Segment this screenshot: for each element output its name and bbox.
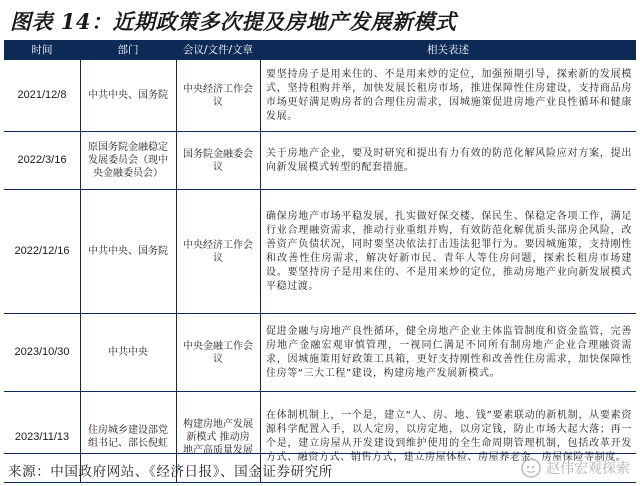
cell-quote: 在体制机制上，一个是，建立“人、房、地、钱”要素联动的新机制，从要素资源科学配置入手，以人定房，以房定地，以房定钱，防止市场大起大落；再一个是，建立房屋从开发建设到维护使用的全生命周期管理机制，包括改革开发方式、融资方式、销售方式，建立房屋体检、房屋养老金、房屋保险等制度。 — [266, 410, 632, 463]
cell-dept: 中共中央 — [108, 347, 148, 358]
title-bar — [4, 4, 636, 36]
watermark — [521, 458, 630, 478]
cell-time: 2021/12/8 — [17, 89, 67, 101]
cell-time: 2022/3/16 — [17, 154, 67, 166]
cell-meeting: 国务院金融委会议 — [183, 148, 253, 173]
cell-quote: 关于房地产企业，要及时研究和提出有力有效的防范化解风险应对方案，提出向新发展模式转型的配套措施。 — [266, 147, 632, 173]
cell-quote: 确保房地产市场平稳发展，扎实做好保交楼、保民生、保稳定各项工作，满足行业合理融资需求，推动行业重组并购，有效防范化解优质头部房企风险，改善资产负债状况，同时要坚决依法打击违法犯罪行为。要因城施策，支持刚性和改善性住房需求，解决好新市民、青年人等住房问题，探索长租房市场建设。要坚持房子是用来住的、不是用来炒的定位，推动房地产业向新发展模式平稳过渡。 — [266, 210, 632, 292]
divider — [80, 60, 81, 131]
wechat-icon — [521, 458, 541, 478]
divider — [176, 314, 177, 391]
cell-dept: 中共中央、国务院 — [88, 90, 168, 101]
cell-quote: 要坚持房子是用来住的、不是用来炒的定位，加强预期引导，探索新的发展模式，坚持租购并举，加快发展长租房市场，推进保障性住房建设，支持商品房市场更好满足购房者的合理住房需求，因城施策促进房地产业良性循环和健康发展。 — [266, 68, 632, 122]
table-row — [4, 190, 636, 314]
cell-time: 2023/11/13 — [14, 430, 70, 443]
table-row — [4, 60, 636, 132]
divider — [176, 190, 177, 313]
divider — [176, 60, 177, 131]
header-quote: 相关表述 — [427, 44, 469, 56]
cell-time: 2023/10/30 — [14, 346, 70, 358]
table-row — [4, 132, 636, 190]
cell-quote: 促进金融与房地产良性循环，健全房地产企业主体监管制度和资金监管，完善房地产金融宏观审慎管理，一视同仁满足不同所有制房地产企业合理融资需求，因城施策用好政策工具箱，更好支持刚性和改善性住房需求，加快保障性住房等“三大工程”建设，构建房地产发展新模式。 — [266, 325, 632, 379]
divider — [80, 314, 81, 391]
cell-dept: 住房城乡建设部党组书记、部长倪虹 — [88, 425, 168, 449]
cell-dept: 中共中央、国务院 — [88, 246, 168, 257]
watermark-text: 赵伟宏观探索 — [546, 461, 630, 477]
cell-meeting: 中央金融工作会议 — [183, 340, 253, 365]
cell-meeting: 中央经济工作会议 — [183, 239, 253, 264]
cell-meeting: 中央经济工作会议 — [183, 83, 253, 108]
footer — [4, 453, 636, 483]
divider — [80, 132, 81, 189]
header-meeting: 会议/文件/文章 — [182, 44, 254, 56]
cell-meeting: 构建房地产发展新模式 推动房地产高质量发展 — [183, 418, 253, 456]
table-header — [4, 40, 636, 60]
header-dept: 部门 — [117, 44, 139, 56]
table-row — [4, 314, 636, 392]
divider — [176, 132, 177, 189]
cell-dept: 原国务院金融稳定发展委员会（现中央金融委员会） — [88, 142, 168, 179]
page-title: 图表 14：近期政策多次提及房地产发展新模式 — [10, 9, 457, 34]
header-time: 时间 — [31, 44, 53, 56]
cell-time: 2022/12/16 — [14, 245, 70, 257]
divider — [80, 190, 81, 313]
source-note: 来源：中国政府网站、《经济日报》、国金证券研究所 — [8, 464, 333, 480]
